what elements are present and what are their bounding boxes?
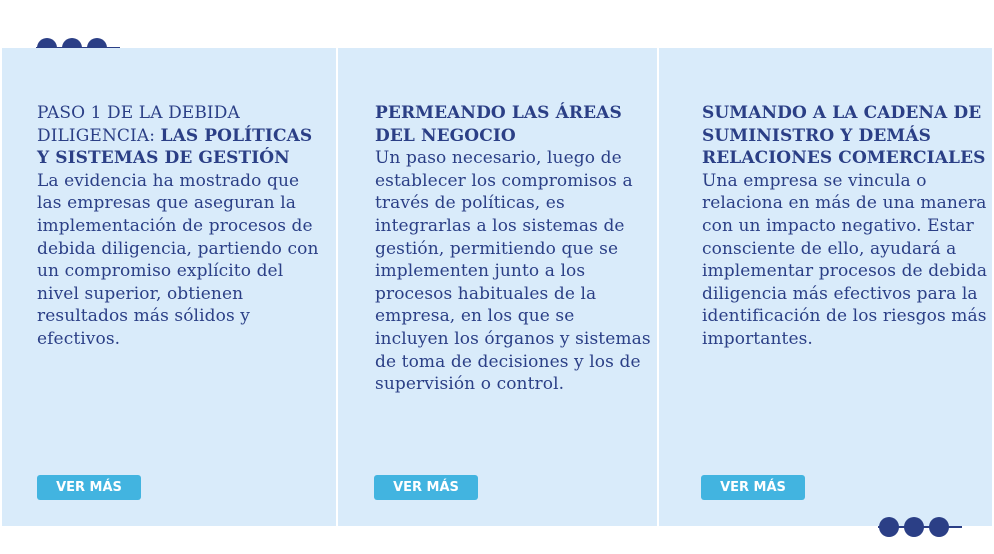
card-body: Una empresa se vincula o relaciona en más de una manera con un impacto negativo. Estar consciente de ello, ayudará a implementar procesos de debida diligencia más efectivos para la identificación de los riesgos más importantes. — [702, 170, 988, 349]
card-heading: LAS POLÍTICAS Y SISTEMAS DE GESTIÓN — [37, 125, 313, 169]
decorative-dots-icon — [878, 516, 964, 538]
card-cadena-suministro — [659, 48, 992, 526]
card-prefix: PASO 1 DE LA DEBIDA DILIGENCIA: — [37, 103, 240, 146]
ver-mas-button[interactable]: VER MÁS — [374, 475, 478, 500]
card-body: Un paso necesario, luego de establecer los compromisos a través de políticas, es integrarlas a los sistemas de gestión, permitiendo que se implementen junto a los procesos habituales de la empresa, en los que se incluyen los órganos y sistemas de toma de decisiones y los de supervisión o control. — [375, 148, 651, 395]
ver-mas-button[interactable]: VER MÁS — [701, 475, 805, 500]
card-body: La evidencia ha mostrado que las empresas que aseguran la implementación de procesos de debida diligencia, partiendo con un compromiso explícito del nivel superior, obtienen resultados más sólidos y efectivos. — [37, 170, 319, 349]
card-heading: SUMANDO A LA CADENA DE SUMINISTRO Y DEMÁS RELACIONES COMERCIALES — [702, 103, 986, 169]
card-text — [37, 102, 329, 351]
card-politicas — [2, 48, 336, 526]
ver-mas-button[interactable]: VER MÁS — [37, 475, 141, 500]
card-text — [375, 102, 651, 396]
card-permeando — [338, 48, 657, 526]
card-text — [702, 102, 988, 351]
card-heading: PERMEANDO LAS ÁREAS DEL NEGOCIO — [375, 103, 622, 146]
